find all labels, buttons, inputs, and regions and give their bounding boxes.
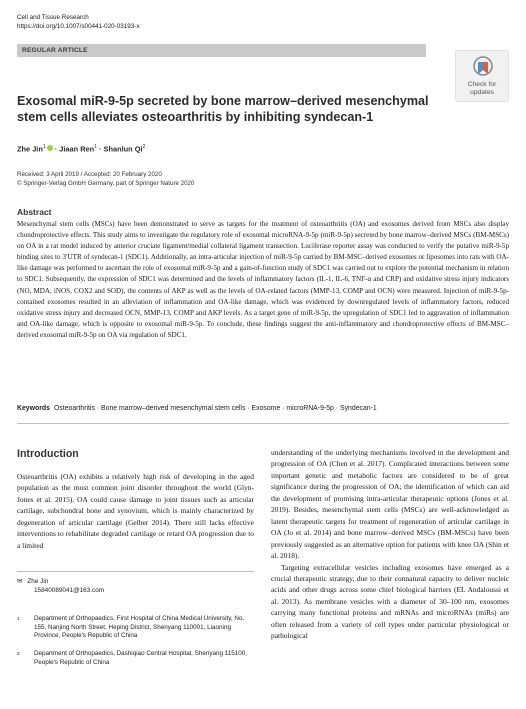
abstract-heading: Abstract: [17, 207, 52, 217]
keywords-list: Osteoarthritis · Bone marrow–derived mesenchymal stem cells · Exosome · microRNA-9-5p · Syndecan-1: [53, 405, 377, 412]
article-type-label: REGULAR ARTICLE: [22, 46, 88, 54]
article-dates: [17, 171, 194, 189]
section-divider: [17, 423, 509, 424]
orcid-icon[interactable]: [47, 145, 53, 151]
check-for-updates-button[interactable]: [455, 50, 509, 102]
abstract-text: Mesenchymal stem cells (MSCs) have been demonstrated to serve as targets for the treatment of osteoarthritis (OA) and exosomes derived from MSCs also display chondroprotective effects. This study aims to investigate the regulatory role of exosomal microRNA-9-5p (miR-9-5p) secreted by bone marrow–derived MSCs (BM-MSCs) on OA in a rat model induced by anterior cruciate ligament/medial collateral ligament transection. Luciferase reporter assay was conducted to verify the putative miR-9-5p binding sites to 3′UTR of syndecan-1 (SDC1). Additionally, an intra-articular injection of miR-9-5p carried by BM-MSC–derived exosomes or liposomes into rats with OA-like damage was performed to ascertain the role of exosomal miR-9-5p and a gain-of-function study of SDC1 was carried out to explore the potential mechanism in relation to SDC1. Subsequently, the expression of SDC1 was determined and the levels of inflammatory factors (IL-1, IL-6, TNF-α and CRP) and oxidative stress injury indicators (NO, MDA, iNOS, COX2 and SOD), the contents of AKP as well as the levels of OA-related factors (MMP-13, COMP and OCN) were measured. Injection of miR-9-5p-contained exosomes resulted in an alleviation of inflammation and OA-like damage, which was evidenced by downregulated levels of inflammatory factors, reduced oxidative stress injury and decreased OCN, MMP-13, COMP and AKP levels. As a target gene of miR-9-5p, the upregulation of SDC1 led to aggravation of inflammation and OA-like damage, which is opposite to exosomal miR-9-5p. To conclude, these findings suggest the anti-inflammatory and chondroprotective effects of BM-MSC–derived exosomal miR-9-5p on OA via regulation of SDC1.: [17, 220, 509, 339]
bookmark-refresh-icon: [473, 56, 493, 78]
author-name[interactable]: Jiaan Ren: [59, 144, 95, 154]
intro-paragraph: Targeting extracellular vesicles including exosomes have emerged as a crucial therapeutic strategy, due to their connatural capacity to deliver nucleic acids and other drugs across some chief biological barriers (EL Andaloussi et al. 2013). As membrane vesicles with a diameter of 30–100 nm, exosomes carrying many functional proteins and mRNAs and microRNAs (miRs) are often released from a variety of cell types under particular physiological or pathological: [271, 562, 509, 641]
copyright-line: © Springer-Verlag GmbH Germany, part of Springer Nature 2020: [17, 179, 195, 187]
affiliation-number: 1: [17, 617, 20, 622]
author-name[interactable]: Zhe Jin: [17, 144, 43, 154]
keywords-line: [17, 405, 377, 412]
corresponding-author-name: Zhe Jin: [27, 578, 49, 585]
introduction-left-column: Osteoarthritis (OA) exhibits a relatively high risk of developing in the aged population as the most common joint disorder throughout the world (Glyn-Jones et al. 2015). OA could cause damage to joint tissues such as articular cartilage, subchondral bone and synovium, which is mainly characterized by degeneration of articular cartilage (Gelber 2014). There still lacks effective interventions to rehabilitate degraded cartilage or retard OA progression due to a limited: [17, 472, 254, 550]
check-updates-line2: updates: [470, 89, 494, 96]
intro-paragraph: understanding of the underlying mechanisms involved in the development and progression of OA (Chen et al. 2017). Complicated interactions between some important genetic and metabolic factors are considered to be of great significance during the progression of OA; the identification of which can aid the development of promising intra-articular therapeutic options (Jones et al. 2019). Besides, mesenchymal stem cells (MSCs) are well-acknowledged as latent therapeutic targets for treatment of regeneration of articular cartilage in OA (Jo et al. 2014) and bone marrow–derived MSCs (BM-MSCs) have been previously suggested as an alternative option for patients with knee OA (Shin et al. 2018).: [271, 448, 509, 561]
author-affiliation-marker: 1: [42, 144, 46, 150]
keywords-label: Keywords: [17, 405, 50, 412]
check-updates-label: [456, 81, 508, 97]
envelope-icon: ✉: [17, 578, 23, 585]
author-list: [17, 144, 145, 153]
journal-name: Cell and Tissue Research: [17, 14, 89, 21]
check-updates-line1: Check for: [467, 81, 497, 88]
corresponding-author: [17, 577, 48, 585]
article-title: Exosomal miR-9-5p secreted by bone marrow–derived mesenchymal stem cells alleviates osteoarthritis by inhibiting syndecan-1: [17, 94, 429, 124]
journal-header: [17, 14, 140, 31]
author-affiliation-marker: 2: [142, 144, 146, 150]
affiliation-text: Department of Orthopaedics, First Hospital of China Medical University, No. 155, Nanjing North Street, Heping District, Shenyang 110001, Liaoning Province, People's Republic of China: [34, 615, 245, 640]
affiliation-text: Department of Orthopaedics, Dashiqiao Central Hospital, Shenyang 115100, People's Republic of China: [34, 650, 248, 666]
author-separator: ·: [54, 144, 58, 154]
corresponding-email[interactable]: 15840089041@163.com: [34, 587, 105, 594]
footnote-divider: [17, 571, 254, 572]
received-accepted-dates: Received: 3 April 2019 / Accepted: 20 February 2020: [17, 171, 162, 178]
introduction-heading: Introduction: [17, 448, 79, 460]
introduction-right-column: [271, 447, 509, 642]
doi-link[interactable]: https://doi.org/10.1007/s00441-020-03193-x: [17, 22, 140, 30]
affiliation-number: 2: [17, 652, 20, 657]
author-name[interactable]: Shanlun Qi: [103, 144, 143, 154]
author-separator: ·: [99, 144, 102, 154]
author-affiliation-marker: 1: [94, 144, 97, 150]
article-type-bar: [17, 44, 426, 57]
